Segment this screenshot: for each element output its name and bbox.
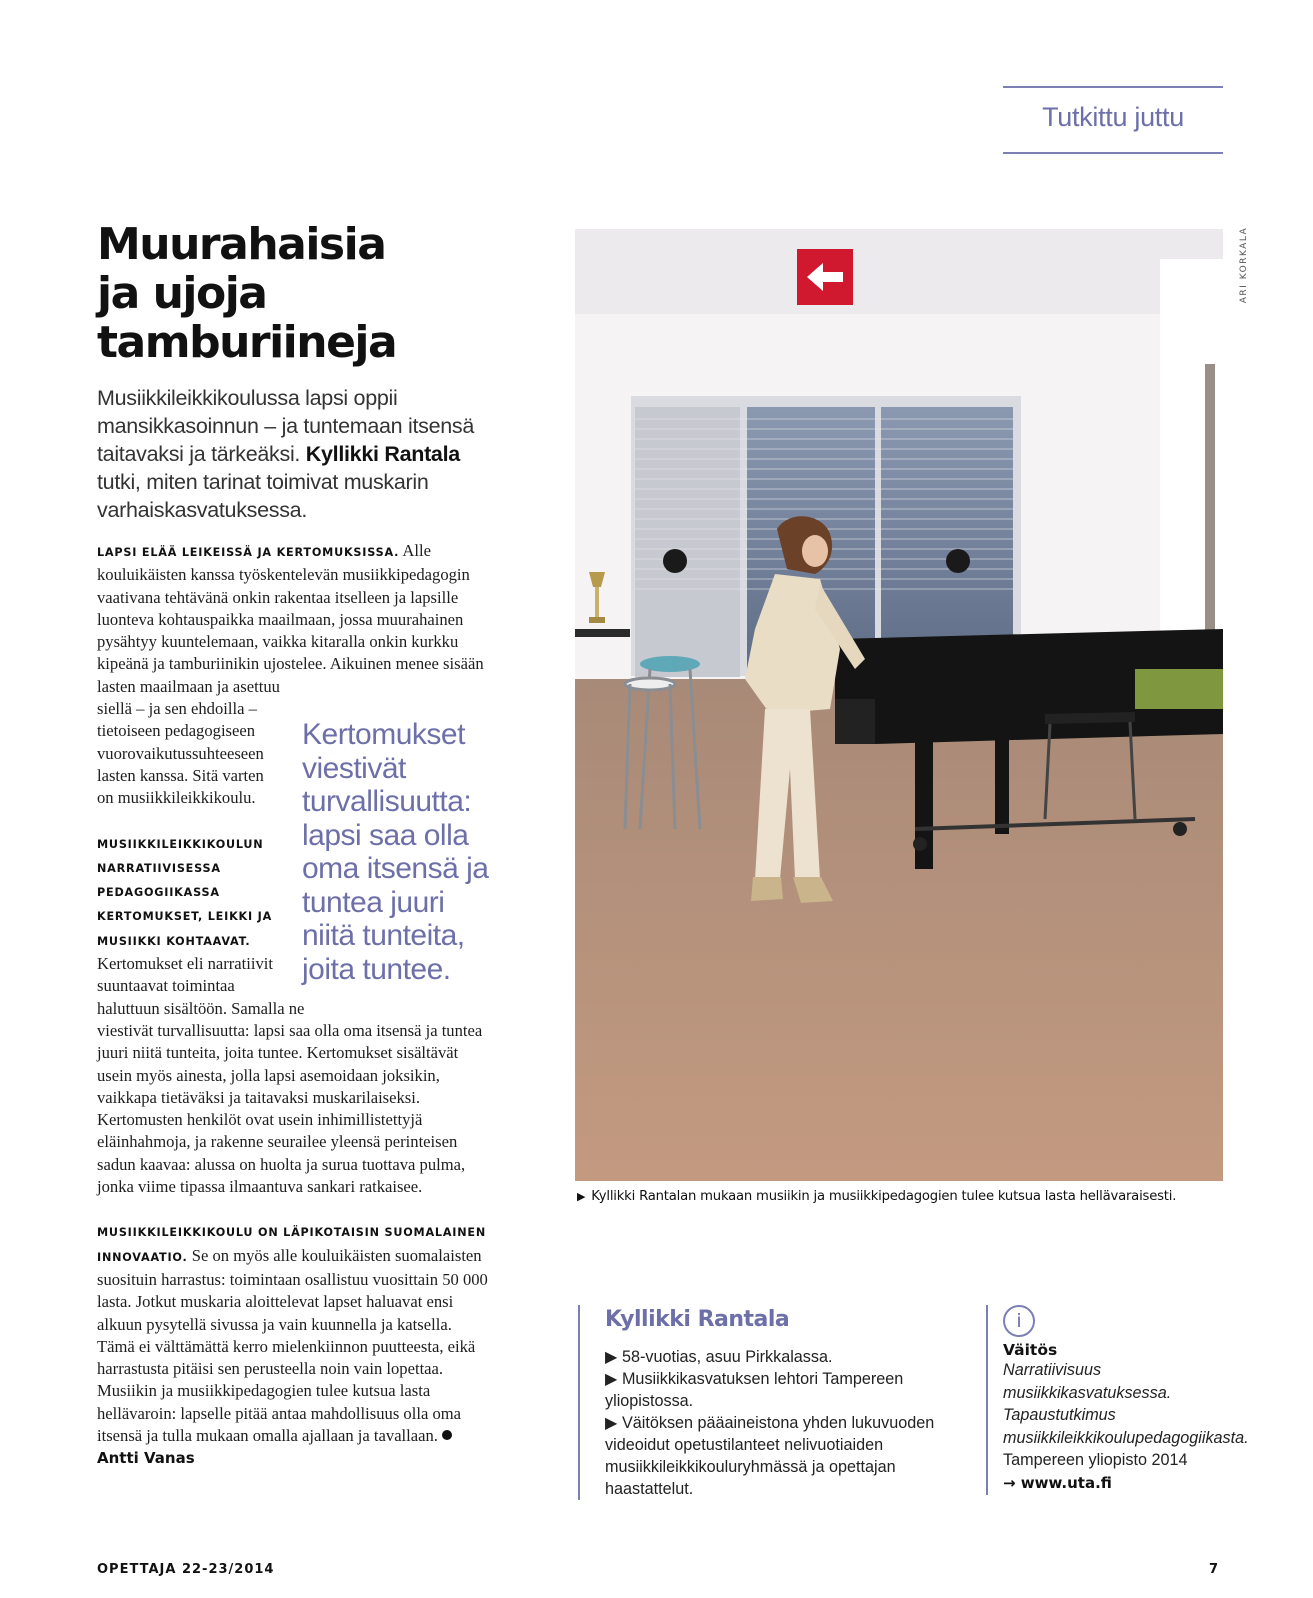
lead-paragraph xyxy=(97,384,497,524)
headline-line: tamburiineja xyxy=(97,317,397,368)
arrow-right-icon: → xyxy=(1003,1473,1021,1492)
thesis-heading: Väitös xyxy=(1003,1341,1058,1359)
info-icon: i xyxy=(1003,1305,1035,1337)
article-body xyxy=(97,540,492,1467)
publication-footer: OPETTAJA 22-23/2014 xyxy=(97,1562,275,1577)
exit-arrow-sign-icon xyxy=(797,249,853,305)
thesis-link[interactable] xyxy=(1003,1472,1233,1494)
page-number: 7 xyxy=(1209,1562,1219,1577)
fact-text: 58-vuotias, asuu Pirkkalassa. xyxy=(621,1348,833,1366)
fact-item xyxy=(605,1368,975,1412)
photo-credit-text: ARI KORKALA xyxy=(1239,226,1249,304)
body-paragraph-1-continued: siellä – ja sen ehdoilla – tietoiseen pedagogiseen vuorovaikutussuhteeseen lasten kanssa. Sitä varten on musiikkileikkikoulu. xyxy=(97,699,264,808)
ceiling xyxy=(575,229,1223,314)
thesis-title: Narratiivisuus musiikkikasvatuksessa. Tapaustutkimus musiikkileikkikoulupedagogiikasta. xyxy=(1003,1361,1249,1447)
triangle-bullet-icon: ▶ xyxy=(577,1190,586,1203)
headline xyxy=(97,220,517,367)
fact-box xyxy=(578,1305,975,1500)
paragraph-text: Se on myös alle kouluikäisten suomalaisten suosituin harrastus: toimintaan osallistuu vuosittain 50 000 lasta. Jotkut muskaria aloittelevat lapset haluavat ensi alkuun pysytellä sivussa ja vain kuunnella ja katsella. Tämä ei välttämättä kerro mielenkiinnon puutteesta, eikä harrastusta pitäisi sen perusteella noin vain lopettaa. Musiikin ja musiikkipedagogien tulee kutsua lasta hellävaroin: lapselle pitää antaa mahdollisuus olla oma itsensä ja tulla mukaan omalla ajallaan ja tavallaan. xyxy=(97,1245,488,1445)
lead-text: tutki, miten tarinat toimivat muskarin varhaiskasvatuksessa. xyxy=(97,470,429,522)
photo-caption xyxy=(577,1189,1237,1204)
fact-item xyxy=(605,1412,975,1500)
paragraph-gap xyxy=(97,1198,492,1220)
paragraph-kicker: MUSIIKKILEIKKIKOULUN NARRATIIVISESSA PEDAGOGIIKASSA KERTOMUKSET, LEIKKI JA MUSIIKKI KOHTAAVAT. xyxy=(97,837,273,948)
caption-text: Kyllikki Rantalan mukaan musiikin ja musiikkipedagogien tulee kutsua lasta hellävaraisesti. xyxy=(591,1189,1177,1204)
triangle-bullet-icon: ▶ xyxy=(605,1414,622,1432)
section-tag-label: Tutkittu juttu xyxy=(1042,102,1184,132)
thesis-publisher: Tampereen yliopisto 2014 xyxy=(1003,1451,1188,1469)
thesis-link-text[interactable]: www.uta.fi xyxy=(1020,1473,1112,1492)
paragraph-text: Kertomukset eli narratiivit suuntaavat toimintaa haluttuun sisältöön. Samalla ne xyxy=(97,954,305,1018)
paragraph-kicker: MUSIIKKILEIKKIKOULU ON LÄPIKOTAISIN SUOMALAINEN INNOVAATIO. xyxy=(97,1226,487,1264)
article-photo xyxy=(575,229,1223,1181)
paragraph-text: Alle kouluikäisten kanssa työskentelevän musiikkipedagogin vaativana tehtävänä onkin rakentaa itselleen ja lapsille luonteva kohtauspaikka maailmaan, jossa muurahainen pysähtyy kuuntelemaan, vaikka kitaralla onkin kurkku kipeänä ja tamburiinikin ujostelee. Aikuinen menee sisään lasten maailmaan ja asettuu xyxy=(97,541,484,696)
end-mark-icon xyxy=(442,1430,452,1440)
author-byline: Antti Vanas xyxy=(97,1449,195,1468)
photo-credit xyxy=(1236,226,1250,310)
fact-list xyxy=(605,1346,975,1500)
section-tag xyxy=(1003,86,1223,154)
triangle-bullet-icon: ▶ xyxy=(605,1370,622,1388)
photo-scene xyxy=(575,229,1223,1181)
headline-line: ja ujoja xyxy=(97,268,267,319)
fact-text: Musiikkikasvatuksen lehtori Tampereen yliopistossa. xyxy=(605,1370,904,1410)
thesis-info-box xyxy=(986,1305,1249,1495)
researcher-name: Kyllikki Rantala xyxy=(305,442,460,466)
fact-text: Väitöksen pääaineistona yhden lukuvuoden videoidut opetustilanteet nelivuotiaiden musiikkileikkikouluryhmässä ja opettajan haastattelut. xyxy=(605,1414,935,1498)
body-paragraph-3 xyxy=(97,1220,492,1447)
body-paragraph-1 xyxy=(97,540,492,698)
lead-text: Musiikkileikkikoulussa lapsi oppii mansikkasoinnun – ja tuntemaan itsensä taitavaksi ja tärkeäksi. xyxy=(97,386,475,466)
fact-item xyxy=(605,1346,975,1368)
pull-quote: Kertomukset viestivät turvallisuutta: lapsi saa olla oma itsensä ja tuntea juuri niitä tunteita, joita tuntee. xyxy=(302,718,489,986)
triangle-bullet-icon: ▶ xyxy=(605,1348,622,1366)
fact-box-title: Kyllikki Rantala xyxy=(605,1307,790,1332)
paragraph-kicker: LAPSI ELÄÄ LEIKEISSÄ JA KERTOMUKSISSA. xyxy=(97,546,400,559)
body-paragraph-2-continued: viestivät turvallisuutta: lapsi saa olla oma itsensä ja tuntea juuri niitä tunteita, joita tuntee. Kertomukset sisältävät usein myös ainesta, jolla lapsi asemoidaan joksikin, vaikkapa tietäväksi ja taitavaksi muskarilaiseksi. Kertomusten henkilöt ovat usein inhimillistettyjä eläinhahmoja, ja rakenne seurailee yleensä perinteisen sadun kaavaa: alussa on huolta ja surua tuottava pulma, jonka viime tipassa ilmaantuva sankari ratkaisee. xyxy=(97,1020,483,1197)
headline-line: Muurahaisia xyxy=(97,219,386,270)
